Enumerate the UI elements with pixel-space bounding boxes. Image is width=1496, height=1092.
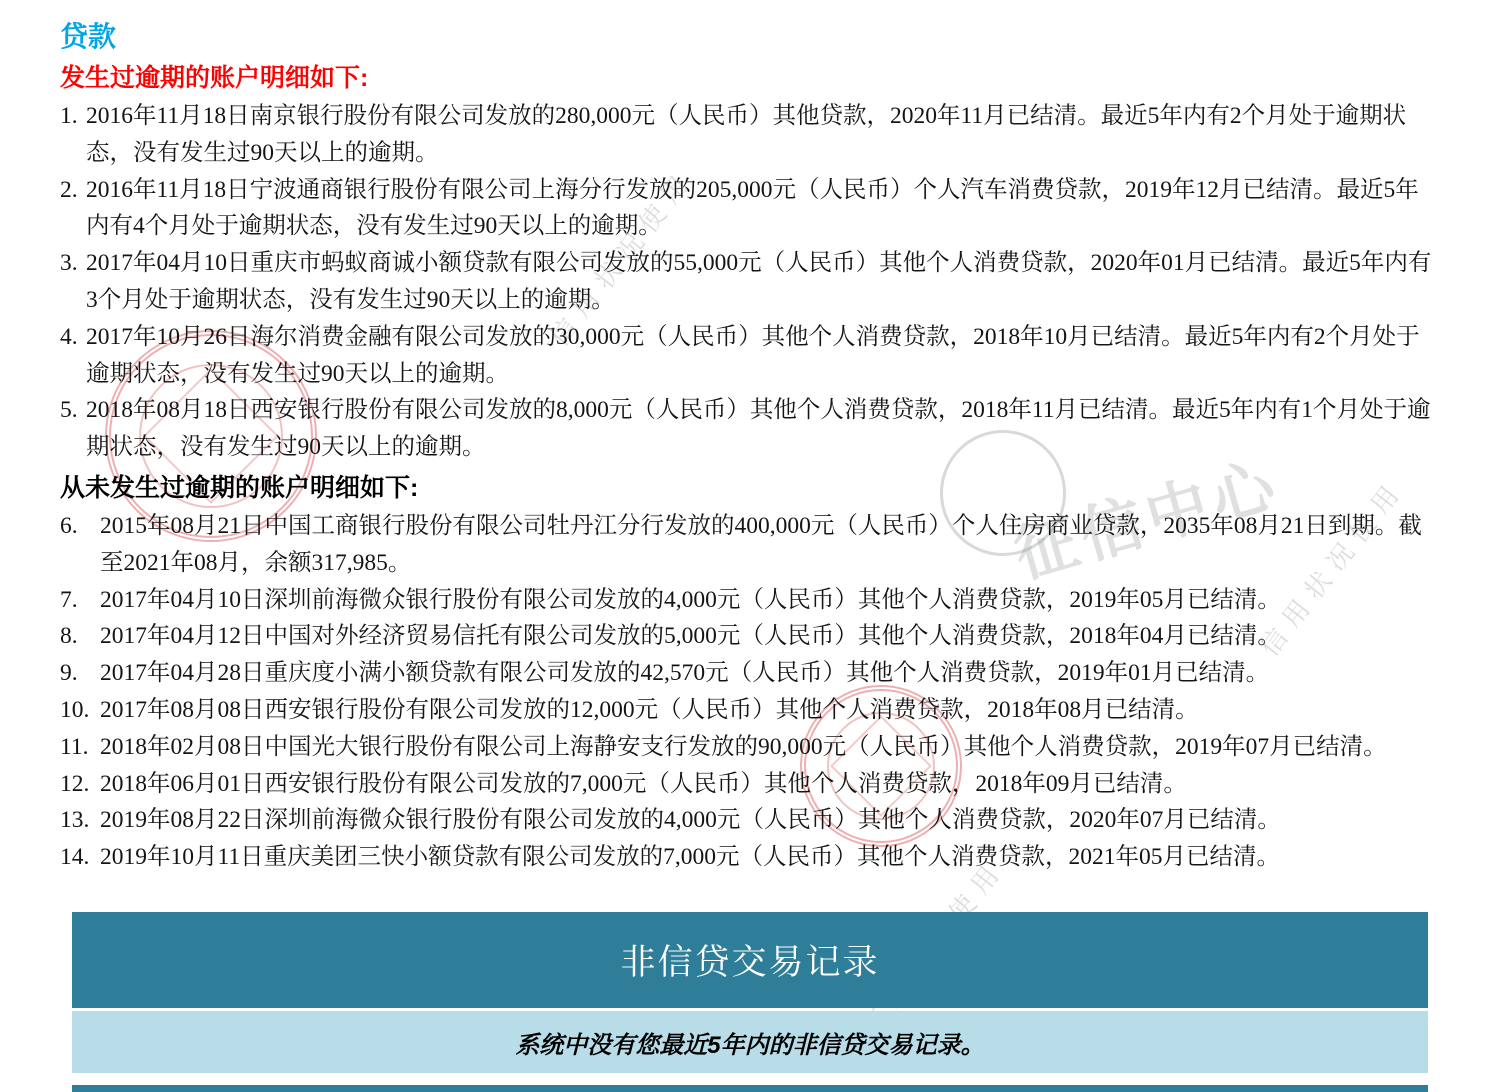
loan-item — [60, 98, 1440, 172]
never-overdue-account-list — [60, 508, 1440, 876]
loan-item-text: 2018年06月01日西安银行股份有限公司发放的7,000元（人民币）其他个人消费贷款，2018年09月已结清。 — [100, 770, 1187, 797]
loan-item — [60, 802, 1440, 839]
loans-section — [60, 20, 1440, 876]
loan-item-number: 6. — [60, 512, 78, 539]
loan-item-text: 2017年08月08日西安银行股份有限公司发放的12,000元（人民币）其他个人消费贷款，2018年08月已结清。 — [100, 696, 1199, 723]
loan-item-text: 2017年10月26日海尔消费金融有限公司发放的30,000元（人民币）其他个人消费贷款，2018年10月已结清。最近5年内有2个月处于逾期状态，没有发生过90天以上的逾期。 — [86, 323, 1420, 387]
loan-item — [60, 655, 1440, 692]
loan-item-text: 2019年10月11日重庆美团三快小额贷款有限公司发放的7,000元（人民币）其他个人消费贷款，2021年05月已结清。 — [100, 844, 1281, 871]
watermark-center-name: 征信中心 — [1007, 449, 1288, 591]
loan-item — [60, 618, 1440, 655]
loan-item-text: 2019年08月22日深圳前海微众银行股份有限公司发放的4,000元（人民币）其他个人消费贷款，2020年07月已结清。 — [100, 807, 1281, 834]
loan-item — [60, 319, 1440, 393]
non-credit-section-banner — [72, 912, 1428, 1008]
loan-item-number: 7. — [60, 586, 78, 613]
loan-item — [60, 172, 1440, 246]
never-overdue-accounts-header: 从未发生过逾期的账户明细如下: — [60, 473, 419, 502]
loan-item-text: 2015年08月21日中国工商银行股份有限公司牡丹江分行发放的400,000元（人民币）个人住房商业贷款，2035年08月21日到期。截至2021年08月，余额317,985。 — [100, 512, 1422, 576]
loan-item-text: 2018年02月08日中国光大银行股份有限公司上海静安支行发放的90,000元（人民币）其他个人消费贷款，2019年07月已结清。 — [100, 733, 1387, 760]
loan-item-text: 2017年04月10日深圳前海微众银行股份有限公司发放的4,000元（人民币）其他个人消费贷款，2019年05月已结清。 — [100, 586, 1281, 613]
loan-item — [60, 729, 1440, 766]
loan-item — [60, 245, 1440, 319]
loan-item-text: 2016年11月18日南京银行股份有限公司发放的280,000元（人民币）其他贷款，2020年11月已结清。最近5年内有2个月处于逾期状态，没有发生过90天以上的逾期。 — [86, 103, 1407, 166]
loan-item-number: 4. — [60, 323, 78, 350]
loan-item — [60, 766, 1440, 803]
section-title-loans: 贷款 — [60, 21, 117, 52]
loan-item-number: 9. — [60, 660, 78, 687]
loan-item-number: 13. — [60, 807, 90, 834]
loan-item-text: 2017年04月12日中国对外经济贸易信托有限公司发放的5,000元（人民币）其他个人消费贷款，2018年04月已结清。 — [100, 623, 1281, 650]
loan-item — [60, 839, 1440, 876]
loan-item-text: 2016年11月18日宁波通商银行股份有限公司上海分行发放的205,000元（人民币）个人汽车消费贷款，2019年12月已结清。最近5年内有4个月处于逾期状态，没有发生过90天以上的逾期。 — [86, 176, 1419, 240]
loan-item-number: 3. — [60, 250, 78, 277]
loan-item-number: 11. — [60, 733, 89, 760]
watermark-diagonal-text: 信用状况使用 — [543, 162, 701, 352]
non-credit-banner-title: 非信贷交易记录 — [620, 943, 880, 982]
loan-item — [60, 392, 1440, 466]
loan-item-number: 12. — [60, 770, 90, 797]
loan-item-text: 2017年04月28日重庆度小满小额贷款有限公司发放的42,570元（人民币）其他个人消费贷款，2019年01月已结清。 — [100, 660, 1270, 687]
overdue-accounts-header: 发生过逾期的账户明细如下: — [60, 64, 369, 92]
loan-item-number: 1. — [60, 103, 78, 129]
watermark-diagonal-text: 信用状况使用 — [1253, 472, 1411, 662]
non-credit-notice-text: 系统中没有您最近5年内的非信贷交易记录。 — [515, 1031, 985, 1059]
overdue-account-list — [60, 98, 1440, 466]
loan-item-number: 2. — [60, 176, 78, 203]
next-section-banner-edge — [72, 1085, 1428, 1092]
loan-item — [60, 508, 1440, 582]
loan-item-number: 14. — [60, 844, 90, 871]
loan-item — [60, 582, 1440, 619]
loan-item-number: 5. — [60, 397, 78, 424]
non-credit-notice-band — [72, 1011, 1428, 1073]
loan-item — [60, 692, 1440, 729]
loan-item-number: 8. — [60, 623, 78, 650]
loan-item-number: 10. — [60, 696, 90, 723]
loan-item-text: 2017年04月10日重庆市蚂蚁商诚小额贷款有限公司发放的55,000元（人民币）其他个人消费贷款，2020年01月已结清。最近5年内有3个月处于逾期状态，没有发生过90天以上的逾期。 — [86, 250, 1432, 313]
loan-item-text: 2018年08月18日西安银行股份有限公司发放的8,000元（人民币）其他个人消费贷款，2018年11月已结清。最近5年内有1个月处于逾期状态，没有发生过90天以上的逾期。 — [86, 397, 1431, 461]
